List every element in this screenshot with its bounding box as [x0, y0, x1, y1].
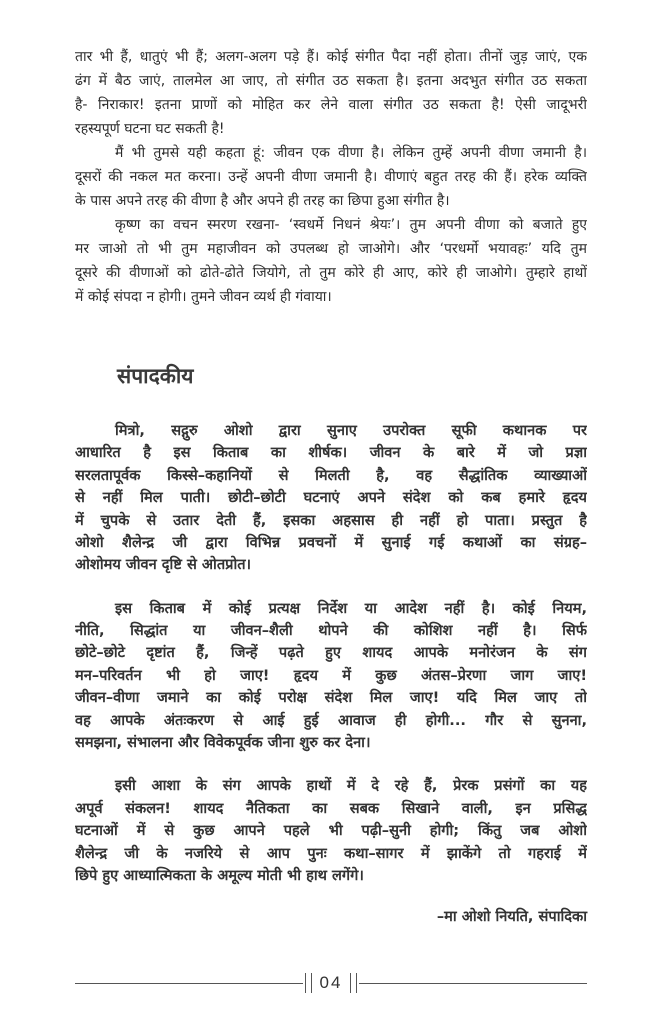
footer-bars-left	[305, 973, 312, 993]
text-line: शैलेन्द्र जी के नजरिये से आप पुनः कथा–सागर में झाकेंगे तो गहराई में	[75, 844, 587, 862]
text-line: ओशो शैलेन्द्र जी द्वारा विभिन्न प्रवचनों में सुनाई गई कथाओं का संग्रह–	[75, 534, 587, 552]
paragraph	[75, 775, 587, 887]
page-footer	[75, 972, 587, 994]
paragraph	[75, 213, 587, 309]
text-line: सरलतापूर्वक किस्से–कहानियों से मिलती है, वह सैद्धांतिक व्याख्याओं	[75, 466, 587, 484]
text-line: अपूर्व संकलन! शायद नैतिकता का सबक सिखाने वाली, इन प्रसिद्ध	[75, 799, 587, 817]
footer-rule-right	[359, 983, 587, 984]
text-line: मन–परिवर्तन भी हो जाए! हृदय में कुछ अंतस–प्रेरणा जाग जाए!	[75, 666, 587, 684]
text-line: मित्रो, सद्गुरु ओशो द्वारा सुनाए उपरोक्त सूफी कथानक पर	[115, 422, 587, 439]
text-line: वह आपके अंतःकरण से आई हुई आवाज ही होगी... गौर से सुनना,	[75, 711, 587, 729]
text-line: ओशोमय जीवन दृष्टि से ओतप्रोत।	[75, 556, 252, 574]
text-line: तार भी हैं, धातुएं भी हैं; अलग-अलग पड़े हैं। कोई संगीत पैदा नहीं होता। तीनों जुड़ जाएं, एक	[75, 49, 587, 65]
text-line: में चुपके से उतार देती हैं, इसका अहसास ही नहीं हो पाता। प्रस्तुत है	[75, 511, 587, 529]
footer-rule-left	[75, 983, 303, 984]
text-line: दूसरों की नकल मत करना। उन्हें अपनी वीणा जमानी है। वीणाएं बहुत तरह की हैं। हरेक व्यक्ति	[75, 169, 587, 185]
text-line: दूसरे की वीणाओं को ढोते-ढोते जियोगे, तो तुम कोरे ही आए, कोरे ही जाओगे। तुम्हारे हाथों	[75, 265, 587, 281]
text-line: घटनाओं में से कुछ आपने पहले भी पढ़ी–सुनी होगी; किंतु जब ओशो	[75, 822, 587, 840]
text-line: कृष्ण का वचन स्मरण रखना- ‘स्वधर्मे निधनं श्रेयः’। तुम अपनी वीणा को बजाते हुए	[115, 217, 587, 233]
text-line: समझना, संभालना और विवेकपूर्वक जीना शुरु कर देना।	[75, 734, 371, 752]
text-line: है- निराकार! इतना प्राणों को मोहित कर लेने वाला संगीत उठ सकता है! ऐसी जादूभरी	[75, 97, 587, 113]
text-line: मैं भी तुमसे यही कहता हूं: जीवन एक वीणा है। लेकिन तुम्हें अपनी वीणा जमानी है।	[115, 145, 587, 161]
text-line: के पास अपने तरह की वीणा है और अपने ही तरह का छिपा हुआ संगीत है।	[75, 193, 450, 209]
footer-bars-right	[350, 973, 357, 993]
paragraph	[75, 45, 587, 141]
text-line: नीति, सिद्धांत या जीवन–शैली थोपने की कोशिश नहीं है। सिर्फ	[75, 622, 587, 640]
story-text	[75, 45, 587, 309]
text-line: इसी आशा के संग आपके हाथों में दे रहे हैं, प्रेरक प्रसंगों का यह	[115, 777, 587, 795]
paragraph	[75, 141, 587, 213]
text-line: छोटे–छोटे दृष्टांत हैं, जिन्हें पढ़ते हुए शायद आपके मनोरंजन के संग	[75, 644, 587, 662]
text-line: मर जाओ तो भी तुम महाजीवन को उपलब्ध हो जाओगे। और ‘परधर्मो भयावहः’ यदि तुम	[75, 241, 587, 257]
text-line: आधारित है इस किताब का शीर्षक। जीवन के बारे में जो प्रज्ञा	[75, 444, 587, 462]
text-line: छिपे हुए आध्यात्मिकता के अमूल्य मोती भी हाथ लगेंगे।	[75, 866, 364, 884]
text-line: में कोई संपदा न होगी। तुमने जीवन व्यर्थ ही गंवाया।	[75, 289, 332, 305]
editor-signature: –मा ओशो नियति, संपादिका	[436, 908, 587, 925]
editorial-text	[75, 420, 587, 908]
text-line: इस किताब में कोई प्रत्यक्ष निर्देश या आदेश नहीं है। कोई नियम,	[115, 599, 587, 617]
text-line: रहस्यपूर्ण घटना घट सकती है!	[75, 121, 225, 137]
text-line: ढंग में बैठ जाएं, तालमेल आ जाए, तो संगीत उठ सकता है। इतना अदभुत संगीत उठ सकता	[75, 73, 587, 89]
paragraph	[75, 598, 587, 755]
section-heading: संपादकीय	[117, 364, 194, 388]
text-line: जीवन–वीणा जमाने का कोई परोक्ष संदेश मिल जाए! यदि मिल जाए तो	[75, 689, 587, 707]
text-line: से नहीं मिल पाती। छोटी–छोटी घटनाएं अपने संदेश को कब हमारे हृदय	[75, 489, 587, 507]
page-number: 04	[319, 973, 343, 992]
paragraph	[75, 420, 587, 577]
